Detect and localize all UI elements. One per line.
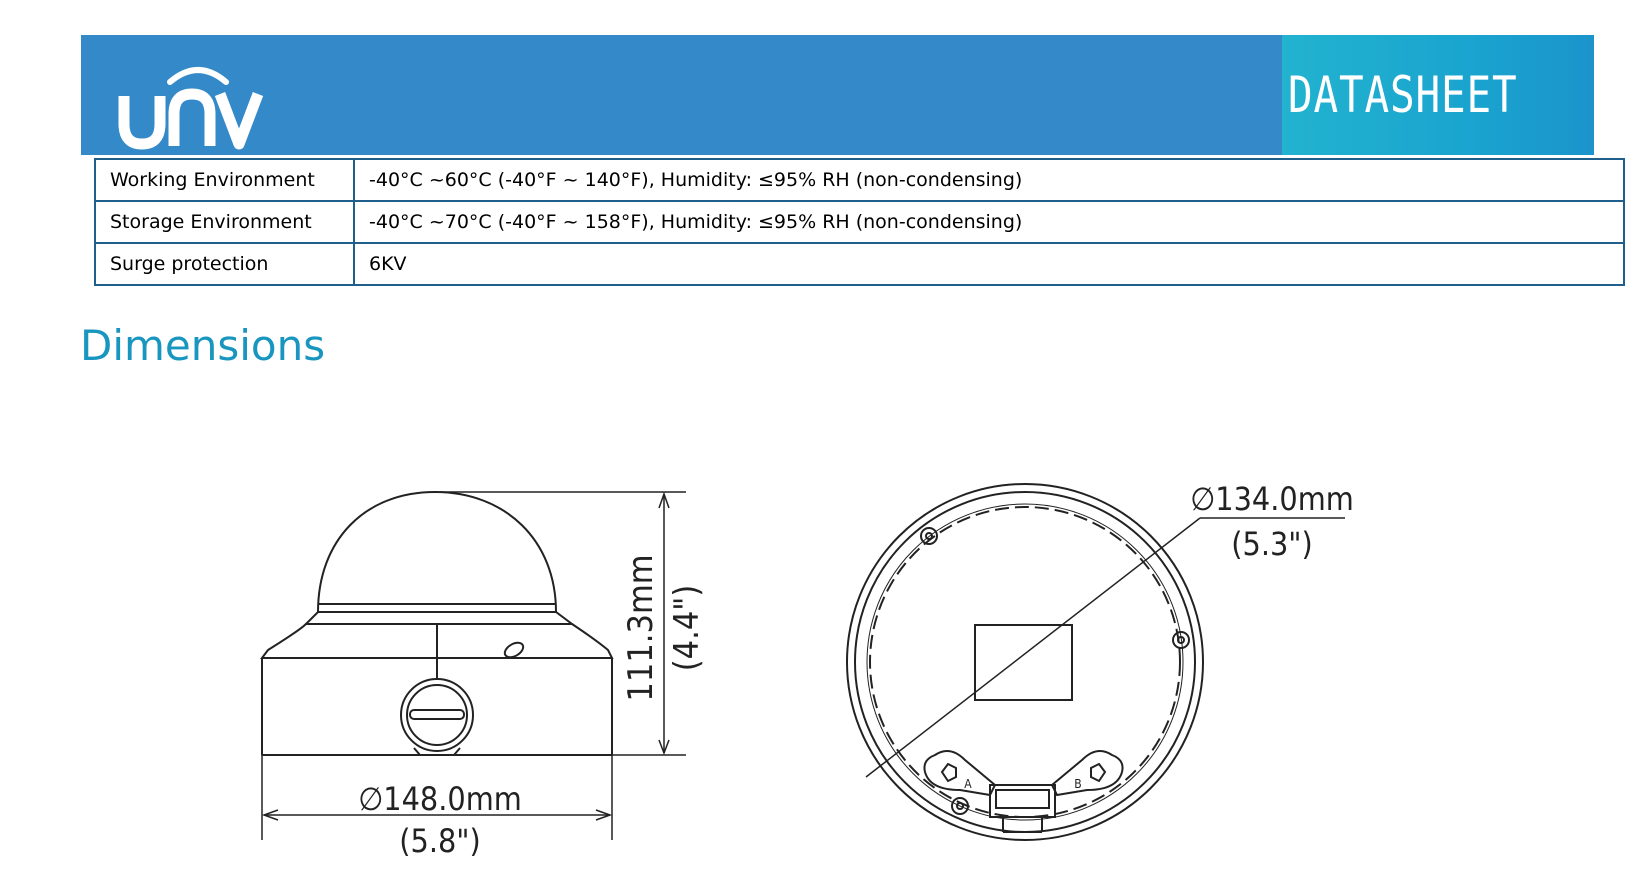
side-diameter-in: (5.8")	[399, 822, 481, 860]
row-label: Surge protection	[95, 243, 354, 285]
side-diameter-mm: ∅148.0mm	[358, 780, 522, 818]
table-row	[95, 201, 1624, 243]
unv-logo	[118, 62, 268, 150]
side-height-mm: 111.3mm	[621, 554, 661, 702]
side-height-in: (4.4")	[667, 584, 707, 672]
bottom-view-drawing	[847, 484, 1345, 840]
section-title: Dimensions	[80, 321, 326, 370]
hole-label-b: B	[1074, 777, 1082, 791]
row-value: 6KV	[354, 243, 1624, 285]
row-label: Working Environment	[95, 159, 354, 201]
row-label: Storage Environment	[95, 201, 354, 243]
row-value: -40°C ~70°C (-40°F ~ 158°F), Humidity: ≤95% RH (non-condensing)	[354, 201, 1624, 243]
bottom-diameter-mm: ∅134.0mm	[1190, 480, 1354, 518]
table-row	[95, 243, 1624, 285]
side-view-drawing	[262, 492, 686, 840]
table-row	[95, 159, 1624, 201]
spec-table	[94, 158, 1625, 286]
row-value: -40°C ~60°C (-40°F ~ 140°F), Humidity: ≤95% RH (non-condensing)	[354, 159, 1624, 201]
datasheet-label: DATASHEET	[1288, 66, 1518, 124]
bottom-diameter-in: (5.3")	[1231, 525, 1313, 563]
hole-label-a: A	[964, 777, 972, 791]
